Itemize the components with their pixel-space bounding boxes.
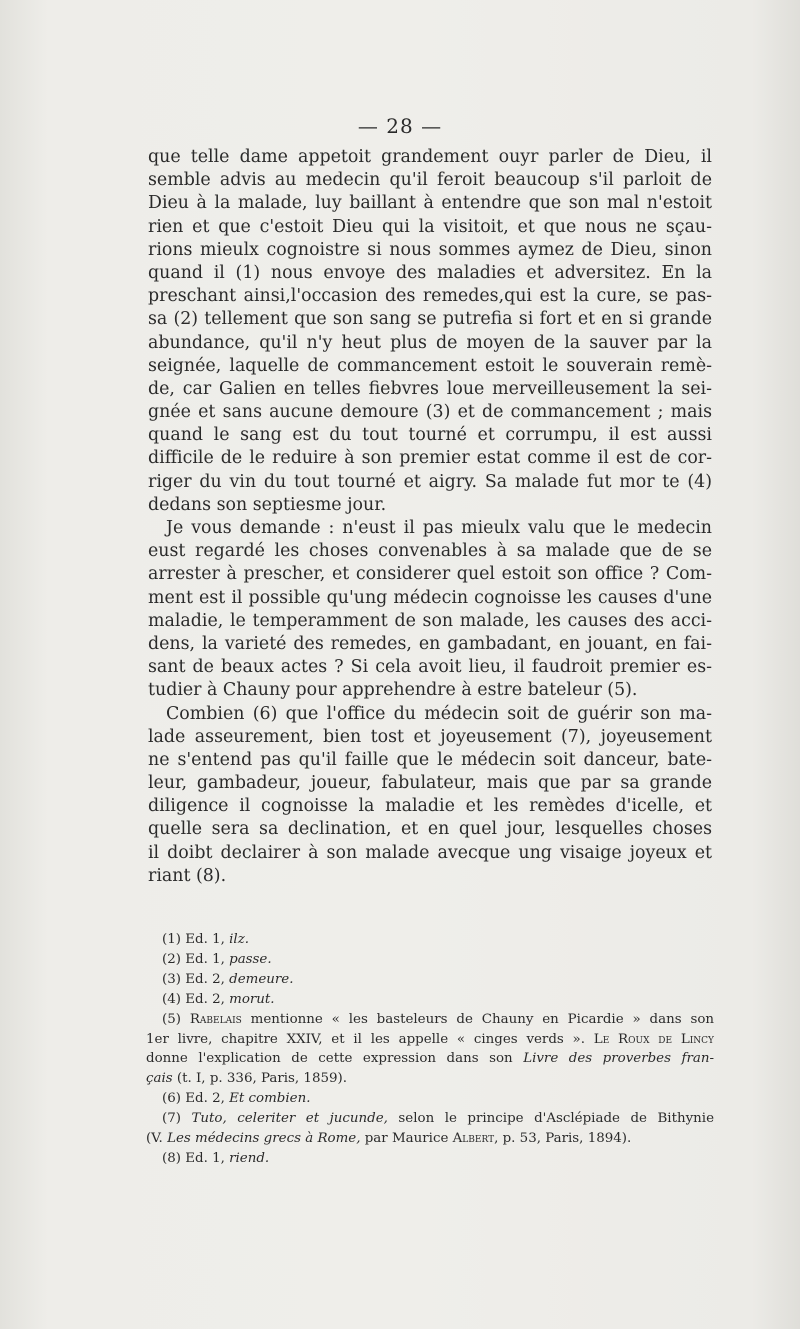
fn-author: Rabelais [189,1011,242,1027]
text-line: ment est il possible qu'ung médecin cognoisse les causes d'une [148,587,712,608]
footnote-7-line-2 [146,1129,714,1149]
fn-author: Albert [452,1131,495,1147]
footnote-text: riend. [229,1150,270,1166]
text-line: rien et que c'estoit Dieu qui la visitoit, et que nous ne sçau- [148,216,712,237]
text-line: eust regardé les choses convenables à sa malade que de se [148,541,712,562]
text-line: quand il (1) nous envoye des maladies et adversitez. En la [148,262,712,283]
footnote-6 [162,1089,714,1109]
text-line: Combien (6) que l'office du médecin soit de guérir son ma- [166,703,712,724]
text-line: quelle sera sa declination, et en quel jour, lesquelles choses [148,819,712,840]
text-line: preschant ainsi,l'occasion des remedes,qui est la cure, se pas- [148,286,712,307]
footnote-text: morut. [229,991,275,1007]
text-line: semble advis au medecin qu'il feroit beaucoup s'il parloit de [148,170,712,191]
text-line: il doibt declairer à son malade avecque ung visaige joyeux et [148,842,712,863]
text-line: arrester à prescher, et considerer quel estoit son office ? Com- [148,564,712,585]
text-line: Je vous demande : n'eust il pas mieulx valu que le medecin [166,518,712,538]
text-line: diligence il cognoisse la maladie et les remèdes d'icelle, et [148,796,712,817]
text-line: leur, gambadeur, joueur, fabulateur, mais que par sa grande [148,773,712,794]
fn-title: Livre des proverbes fran- [523,1051,714,1067]
footnote-ref: (1) Ed. 1, [162,932,230,947]
fn-text: (V. [146,1131,168,1147]
footnote-4 [162,990,714,1010]
text-line: riger du vin du tout tourné et aigry. Sa malade fut mor te (4) [148,471,712,492]
footnote-ref: (3) Ed. 2, [162,971,230,987]
fn-text: , p. 53, Paris, 1894). [494,1131,632,1147]
text-line: gnée et sans aucune demoure (3) et de commancement ; mais [148,402,712,423]
fn-text: selon le principe d'Asclépiade de Bithynie [387,1111,714,1127]
text-line: dedans son septiesme jour. [148,494,387,515]
fn-text: par Maurice [360,1131,453,1147]
footnote-3 [162,970,714,990]
text-line: maladie, le temperamment de son malade, les causes des acci- [148,610,712,631]
fn-author: Le Roux de Lincy [593,1031,714,1047]
footnote-ref: (4) Ed. 2, [162,991,230,1007]
text-line: que telle dame appetoit grandement ouyr parler de Dieu, il [148,147,712,167]
text-line: difficile de le reduire à son premier estat comme il est de cor- [148,448,712,469]
text-line: lade asseurement, bien tost et joyeusement (7), joyeusement [148,726,712,747]
footnotes [146,930,715,1169]
footnote-text: ilz. [229,932,250,947]
footnote-2 [162,950,714,970]
footnote-ref: (8) Ed. 1, [162,1150,230,1166]
text-line: rions mieulx cognoistre si nous sommes aymez de Dieu, sinon [148,239,712,260]
footnote-text: passe. [229,951,272,967]
text-line: sa (2) tellement que son sang se putrefia si fort et en si grande [148,309,712,330]
text-line: de, car Galien en telles fiebvres loue merveilleusement la sei- [148,378,712,399]
text-line: dens, la varieté des remedes, en gambadant, en jouant, en fai- [148,633,712,654]
footnote-ref: (2) Ed. 1, [162,951,230,967]
text-line: seignée, laquelle de commancement estoit le souverain remè- [148,355,712,376]
fn-title: çais [146,1071,173,1087]
text-line: sant de beaux actes ? Si cela avoit lieu, il faudroit premier es- [148,657,712,678]
fn-text: (5) [162,1011,190,1027]
fn-text: donne l'explication de cette expression dans son [146,1051,524,1067]
main-text [148,146,712,888]
text-line: tudier à Chauny pour apprehendre à estre bateleur (5). [148,680,638,701]
text-line: Dieu à la malade, luy baillant à entendre que son mal n'estoit [148,193,712,214]
footnote-text: demeure. [229,971,294,987]
footnote-5-line-1 [162,1010,714,1030]
fn-text: 1er livre, chapitre XXIV, et il les appelle « cinges verds ». [146,1031,594,1047]
footnote-8 [162,1149,714,1169]
footnote-ref: (6) Ed. 2, [162,1091,230,1107]
text-line: quand le sang est du tout tourné et corrumpu, il est aussi [148,425,712,446]
footnote-5-line-4 [146,1069,714,1089]
fn-title: Tuto, celeriter et jucunde, [191,1111,388,1127]
text-line: riant (8). [148,865,227,886]
footnote-1 [162,930,714,950]
text-line: ne s'entend pas qu'il faille que le médecin soit danceur, bate- [148,749,712,770]
fn-text: (7) [162,1111,192,1127]
text-line: abundance, qu'il n'y heut plus de moyen de la sauver par la [148,332,712,353]
footnote-7-line-1 [162,1109,714,1129]
footnote-5-line-3 [146,1049,714,1069]
fn-text: mentionne « les basteleurs de Chauny en Picardie » dans son [241,1011,715,1027]
fn-text: (t. I, p. 336, Paris, 1859). [172,1071,347,1087]
footnote-5-line-2 [146,1030,714,1050]
fn-title: Les médecins grecs à Rome, [167,1131,361,1147]
page-number: — 28 — [357,114,443,138]
footnote-text: Et combien. [229,1091,311,1107]
